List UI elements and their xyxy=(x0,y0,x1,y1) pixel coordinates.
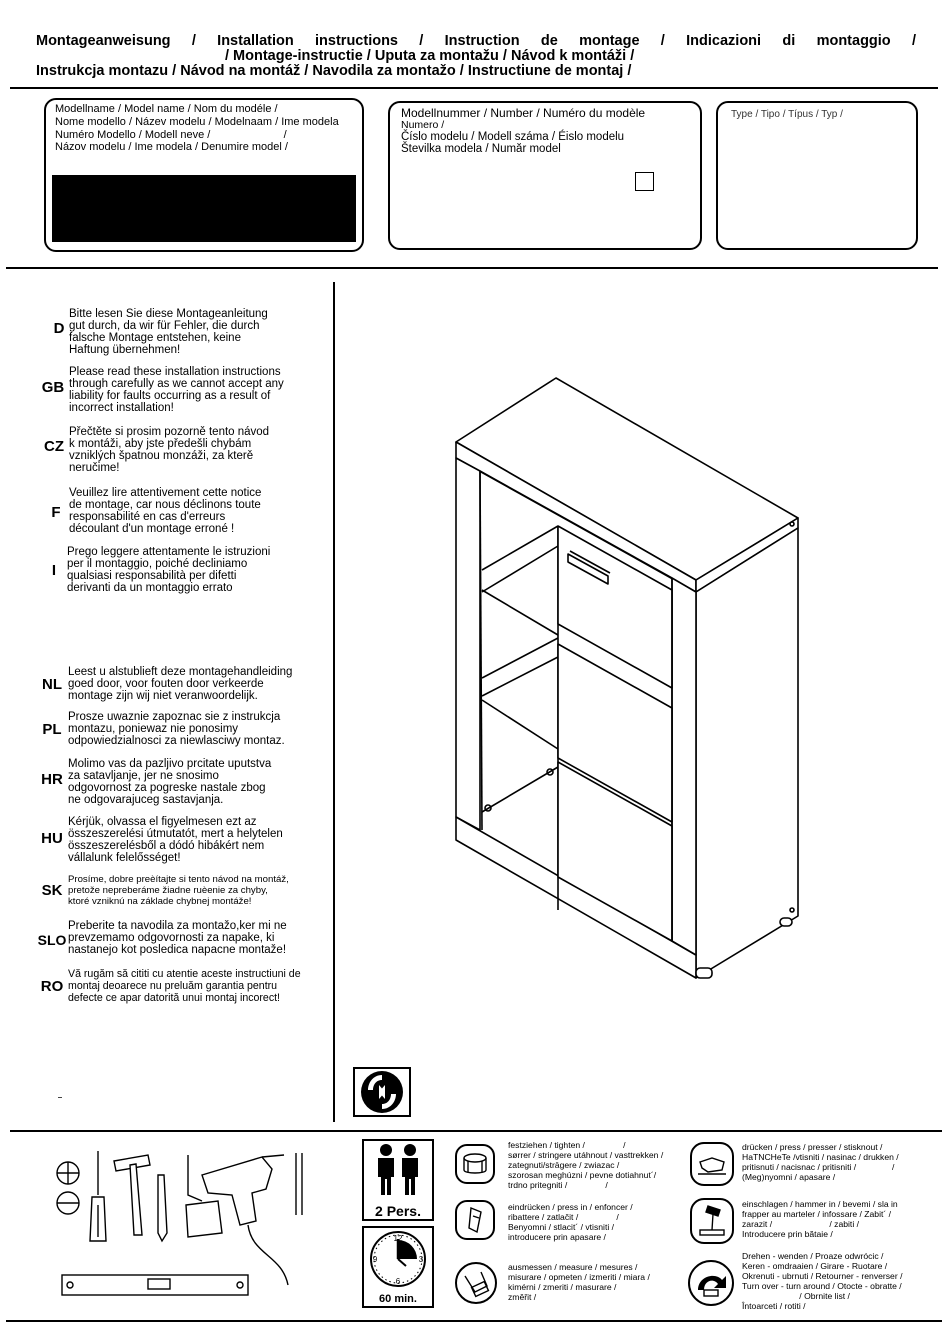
lang-code-ro: RO xyxy=(40,978,64,995)
lang-line: vállalunk felelősséget! xyxy=(68,852,181,864)
lang-line: Leest u alstublieft deze montagehandleiding xyxy=(68,666,293,678)
lang-line: montazu, poniewaz nie ponosimy xyxy=(68,723,239,735)
vertical-divider xyxy=(333,282,335,1122)
lang-code-gb: GB xyxy=(41,379,65,396)
model-name-label: Názov modelu / Ime modela / Denumire model / xyxy=(55,141,288,154)
lang-line: découlant d'un montage erroné ! xyxy=(69,523,235,535)
lang-line: per il montaggio, poiché decliniamo xyxy=(67,558,248,570)
model-number-box xyxy=(388,101,702,250)
model-name-label: Numéro Modello / Modell neve / / xyxy=(55,128,287,141)
lang-line: neručime! xyxy=(69,462,120,474)
lang-code-cz: CZ xyxy=(44,438,64,455)
lang-text-gb xyxy=(69,366,331,414)
lang-line: responsabilité en cas d'erreurs xyxy=(69,511,226,523)
lang-line: montaj deoarece nu preluăm garantia pentru xyxy=(68,980,278,992)
lang-code-hu: HU xyxy=(41,830,63,847)
lang-text-f xyxy=(69,487,331,535)
lang-text-ro xyxy=(68,968,330,1004)
model-name-label: Nome modello / Název modelu / Modelnaam / Ime modela xyxy=(55,115,339,128)
turn-over-icon xyxy=(688,1260,734,1306)
lang-line: Molimo vas da pazljivo prcitate uputstva xyxy=(68,758,272,770)
time-label: 60 min. xyxy=(379,1293,417,1305)
model-number-label: Modellnummer / Number / Numéro du modèle xyxy=(401,106,646,120)
model-number-label: Številka modela / Număr model xyxy=(401,143,561,155)
lang-code-d: D xyxy=(53,320,65,337)
header-line-1: Montageanweisung / Installation instructions / Instruction de montage / Indicazioni di montaggio / xyxy=(36,33,916,49)
legend-press-in-text: eindrücken / press in / enfoncer / ribattere / zatlačit / / Benyomni / stlacit´ / vtisniti / introducere prin apasare / xyxy=(508,1202,633,1242)
green-dot-icon xyxy=(355,1069,409,1115)
lang-code-pl: PL xyxy=(42,721,62,738)
lang-line: összeszerelési útmutatót, mert a helytelen xyxy=(68,828,283,840)
lang-line: k montáži, aby jste předešli chybám xyxy=(69,438,252,450)
lang-line: liability for faults occurring as a result of xyxy=(69,390,271,402)
header-rule xyxy=(10,87,938,89)
model-name-redacted-field xyxy=(52,175,356,242)
clock-number-6: 6 xyxy=(395,1277,401,1286)
clock-number-3: 3 xyxy=(418,1255,424,1264)
lang-code-slo: SLO xyxy=(37,932,67,948)
lang-line: de montage, car nous déclinons toute xyxy=(69,499,261,511)
two-persons-icon xyxy=(364,1141,432,1197)
bottom-rule xyxy=(6,1320,942,1322)
lang-text-i xyxy=(67,546,329,594)
lang-line: montage zijn wij niet veranwoordelijk. xyxy=(68,690,258,702)
lang-line: nastanejo kot posledica napacne montaže! xyxy=(68,944,287,956)
legend-tighten-text: festziehen / tighten / / sørrer / stringere utáhnout / vasttrekken / zategnuti/strāgere / zwiazac / szorosan meghúzni / pevne dotiahnut´/ trdno pritegniti / / xyxy=(508,1140,664,1190)
lang-line: goed door, voor fouten door verkeerde xyxy=(68,678,264,690)
header-line-3: Instrukcja montazu / Návod na montáž / Navodila za montažo / Instructiune de montaj / xyxy=(36,63,632,79)
lang-line: defecte ce apar datorită unui montaj incorect! xyxy=(68,992,280,1004)
lang-line: Prosze uwaznie zapoznac sie z instrukcja xyxy=(68,711,281,723)
section-rule xyxy=(6,267,938,269)
clock-icon xyxy=(364,1228,432,1290)
tools-illustration xyxy=(52,1145,352,1305)
legend-press-text: drücken / press / presser / stisknout / HaTNCHeTe /vtisniti / nasinac / drukken / pritisnuti / nacisnac / pritisniti / / (Meg)nyomni / apasare / xyxy=(742,1142,899,1182)
clock-number-9: 9 xyxy=(372,1255,378,1264)
header-line-2: / Montage-instructie / Uputa za montažu / Návod k montáži / xyxy=(225,48,635,64)
lang-line: összeszerelésből a dódó hibákért nem xyxy=(68,840,265,852)
lang-code-hr: HR xyxy=(41,771,63,788)
lang-code-f: F xyxy=(51,504,61,521)
lang-line: qualsiasi responsabilità per difetti xyxy=(67,570,237,582)
lang-line: Prosíme, dobre preèítajte si tento návod na montáž, xyxy=(68,874,289,885)
small-dash xyxy=(58,1097,62,1098)
persons-box xyxy=(362,1139,434,1221)
lang-line: Vă rugăm să cititi cu atentie aceste instructiuni de xyxy=(68,968,301,980)
time-box xyxy=(362,1226,434,1308)
lang-line: vzniklých špatnou monzáži, za kterě xyxy=(69,450,254,462)
lang-code-i: I xyxy=(51,562,57,579)
persons-label: 2 Pers. xyxy=(375,1203,421,1219)
lang-line: ne odgovarajuceg sastavjanja. xyxy=(68,794,224,806)
lang-line: Přečtěte si prosim pozorně tento návod xyxy=(69,426,270,438)
hammer-icon xyxy=(690,1198,734,1244)
legend-hammer-text: einschlagen / hammer in / bevemi / sla in frapper au marteler / infossare / Zabit´ / zarazit / / zabiti / Introducere prin bătaie / xyxy=(742,1199,898,1239)
legend-turn-over-text: Drehen - wenden / Proaze odwrócic / Keren - omdraaien / Girare - Ruotare / Okrenuti - ubrnuti / Retourner - renverser / Turn over - turn around / Otocte - obratte / / Obrnite list / Întoarceti / rotiti / xyxy=(742,1251,903,1311)
lang-line: prevzemamo odgovornosti za napake, ki xyxy=(68,932,275,944)
lang-line: ktoré vzniknú na základe chybnej montáže! xyxy=(68,896,252,907)
lang-line: za satavljanje, jer ne snosimo xyxy=(68,770,219,782)
press-in-icon xyxy=(455,1200,495,1240)
lang-text-nl xyxy=(68,666,330,702)
lang-line: odpowiedzialnosci za niewlasciwy montaz. xyxy=(68,735,285,747)
lang-line: Veuillez lire attentivement cette notice xyxy=(69,487,262,499)
lang-line: odgovornost za pogreske nastale zbog xyxy=(68,782,266,794)
model-number-labels xyxy=(401,107,645,155)
lang-text-slo xyxy=(68,920,330,956)
model-name-box xyxy=(44,98,364,252)
legend-measure-text: ausmessen / measure / mesures / misurare / opmeten / izmeriti / miara / kimérni / zmeriti / masurare / změřit / xyxy=(508,1262,650,1302)
lang-text-sk xyxy=(68,874,330,907)
lang-line: falsche Montage entstehen, keine xyxy=(69,332,241,344)
lang-text-d xyxy=(69,308,331,356)
footer-rule xyxy=(10,1130,942,1132)
model-number-label: Číslo modelu / Modell száma / Éislo modelu xyxy=(401,131,625,143)
lang-line: through carefully as we cannot accept any xyxy=(69,378,284,390)
green-dot-logo-frame xyxy=(353,1067,411,1117)
lang-line: Haftung übernehmen! xyxy=(69,344,181,356)
model-name-labels xyxy=(55,103,339,154)
lang-text-pl xyxy=(68,711,330,747)
lang-line: Kérjük, olvassa el figyelmesen ezt az xyxy=(68,816,257,828)
press-hand-icon xyxy=(690,1142,734,1186)
lang-line: pretože nepreberáme žiadne ruèenie za chyby, xyxy=(68,885,268,896)
model-number-label: Numero / xyxy=(401,119,445,131)
model-number-checkbox[interactable] xyxy=(635,172,654,191)
tighten-icon xyxy=(455,1144,495,1184)
clock-number-12: 12 xyxy=(393,1234,403,1243)
measure-icon xyxy=(455,1262,497,1304)
lang-line: Preberite ta navodila za montažo,ker mi ne xyxy=(68,920,287,932)
lang-text-cz xyxy=(69,426,331,474)
lang-line: Prego leggere attentamente le istruzioni xyxy=(67,546,271,558)
type-box xyxy=(716,101,918,250)
lang-text-hr xyxy=(68,758,330,806)
lang-line: derivanti da un montaggio errato xyxy=(67,582,233,594)
lang-code-sk: SK xyxy=(41,882,63,899)
lang-line: gut durch, da wir für Fehler, die durch xyxy=(69,320,260,332)
model-name-label: Modellname / Model name / Nom du modéle / xyxy=(55,103,278,115)
type-label: Type / Tipo / Típus / Typ / xyxy=(731,109,843,120)
lang-code-nl: NL xyxy=(42,676,62,693)
lang-text-hu xyxy=(68,816,330,864)
lang-line: incorrect installation! xyxy=(69,402,174,414)
cabinet-illustration xyxy=(440,370,810,980)
lang-line: Bitte lesen Sie diese Montageanleitung xyxy=(69,308,268,320)
lang-line: Please read these installation instructions xyxy=(69,366,281,378)
